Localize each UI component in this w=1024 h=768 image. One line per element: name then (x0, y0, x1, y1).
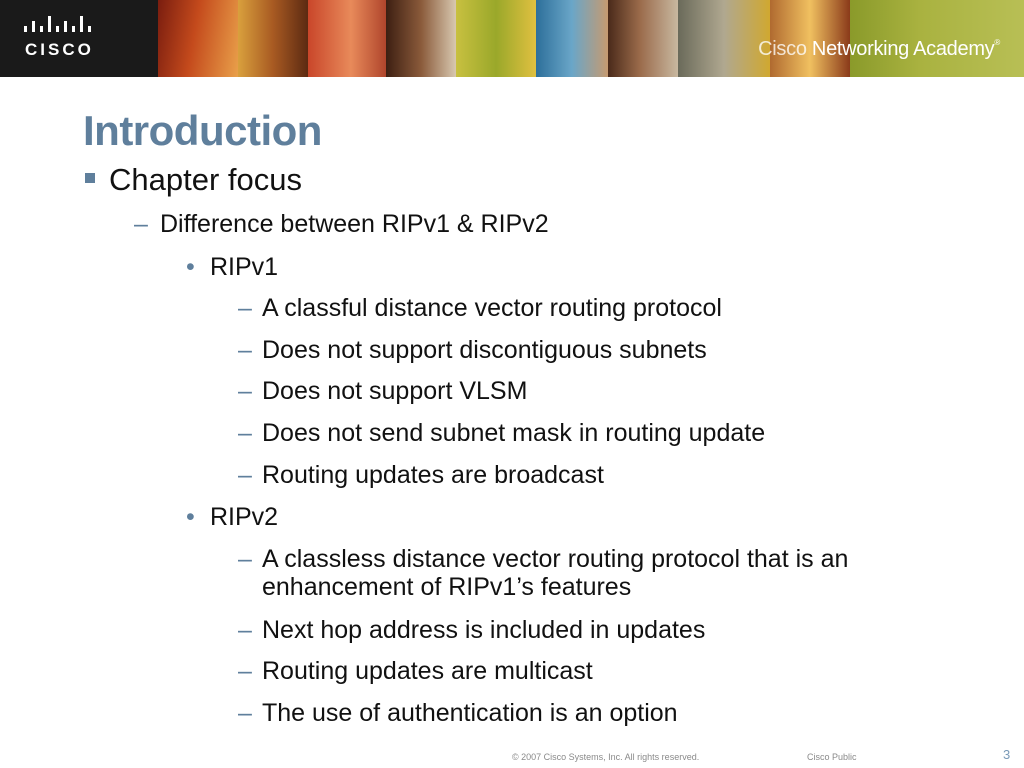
cisco-wordmark: CISCO (25, 40, 94, 59)
footer-classification: Cisco Public (807, 752, 857, 762)
banner-photo (308, 0, 386, 77)
banner-photo (158, 0, 238, 77)
banner-photo (536, 0, 608, 77)
dot-bullet-icon: • (186, 253, 195, 281)
dash-bullet-icon: – (238, 377, 252, 405)
banner-photo (608, 0, 678, 77)
cisco-bridge-icon (24, 16, 96, 36)
ripv2-point: Next hop address is included in updates (262, 616, 706, 644)
dash-bullet-icon: – (238, 657, 252, 685)
ripv2-point-line2: enhancement of RIPv1’s features (262, 573, 632, 601)
dot-bullet-icon: • (186, 503, 195, 531)
banner-photo (238, 0, 308, 77)
dash-bullet-icon: – (238, 294, 252, 322)
dash-bullet-icon: – (238, 461, 252, 489)
page-number: 3 (1003, 747, 1011, 762)
banner-photo (456, 0, 536, 77)
bullet-ripv2: RIPv2 (210, 503, 279, 531)
ripv2-point: The use of authentication is an option (262, 699, 678, 727)
ripv2-point-line1: A classless distance vector routing protocol that is an (262, 545, 849, 573)
bullet-ripv1: RIPv1 (210, 253, 279, 281)
registered-mark: ® (994, 38, 1000, 47)
ripv1-point: A classful distance vector routing protocol (262, 294, 722, 322)
brand-title (758, 38, 1000, 61)
dash-bullet-icon: – (238, 419, 252, 447)
slide-title: Introduction (83, 107, 322, 154)
ripv1-point: Does not support VLSM (262, 377, 528, 405)
banner-photo (386, 0, 456, 77)
dash-bullet-icon: – (134, 210, 148, 238)
footer-copyright: © 2007 Cisco Systems, Inc. All rights reserved. (512, 752, 700, 762)
header-banner (0, 0, 1024, 77)
banner-photo (678, 0, 770, 77)
cisco-logo (0, 0, 158, 77)
ripv1-point: Does not support discontiguous subnets (262, 336, 707, 364)
ripv2-point: Routing updates are multicast (262, 657, 593, 685)
brand-name: Networking Academy (811, 38, 995, 60)
dash-bullet-icon: – (238, 545, 252, 573)
ripv1-point: Does not send subnet mask in routing update (262, 419, 766, 447)
bullet-level1: Chapter focus (109, 162, 302, 197)
ripv1-point: Routing updates are broadcast (262, 461, 604, 489)
square-bullet-icon (85, 173, 95, 183)
dash-bullet-icon: – (238, 336, 252, 364)
dash-bullet-icon: – (238, 616, 252, 644)
brand-prefix: Cisco (758, 38, 807, 60)
dash-bullet-icon: – (238, 699, 252, 727)
bullet-level2: Difference between RIPv1 & RIPv2 (160, 210, 549, 238)
